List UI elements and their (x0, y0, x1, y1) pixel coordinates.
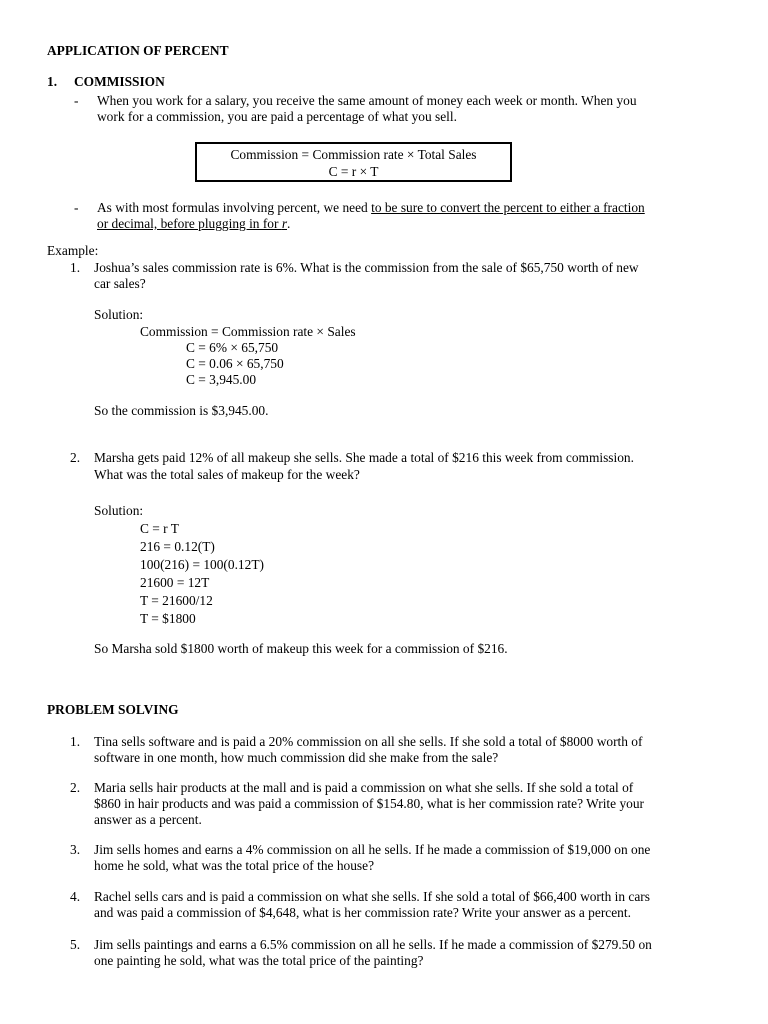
solution-step: 216 = 0.12(T) (140, 539, 215, 554)
formula-box (195, 142, 512, 182)
example-label: Example: (47, 243, 99, 258)
note-period: . (287, 216, 291, 231)
solution-step: C = 0.06 × 65,750 (186, 356, 284, 371)
note-variable: r (281, 216, 288, 231)
example-number: 1. (70, 260, 81, 275)
solution-step: C = r T (140, 521, 179, 536)
solution-label: Solution: (94, 503, 144, 518)
solution-step: Commission = Commission rate × Sales (140, 324, 356, 339)
example-1-line-2: car sales? (94, 276, 146, 291)
problem-line: software in one month, how much commission did she make from the sale? (94, 750, 499, 765)
example-1-line-1: Joshua’s sales commission rate is 6%. What is the commission from the sale of $65,750 worth of new (94, 260, 639, 275)
document-title: APPLICATION OF PERCENT (47, 43, 229, 58)
example-conclusion: So Marsha sold $1800 worth of makeup this week for a commission of $216. (94, 641, 508, 656)
problem-line: Jim sells homes and earns a 4% commission on all he sells. If he made a commission of $19,000 on one (94, 842, 651, 857)
example-2-line-2: What was the total sales of makeup for the week? (94, 467, 360, 482)
section-heading: COMMISSION (74, 74, 165, 89)
note-underlined-text: or decimal, before plugging in for (97, 216, 282, 231)
intro-line-1: When you work for a salary, you receive the same amount of money each week or month. When you (97, 93, 637, 108)
problem-line: Tina sells software and is paid a 20% commission on all she sells. If she sold a total of $8000 worth of (94, 734, 643, 749)
problem-line: answer as a percent. (94, 812, 202, 827)
note-underlined-text: to be sure to convert the percent to either a fraction (371, 200, 645, 215)
formula-line-2: C = r × T (328, 164, 379, 179)
note-line-2 (97, 216, 290, 232)
solution-step: C = 6% × 65,750 (186, 340, 279, 355)
example-number: 2. (70, 450, 81, 465)
solution-step: T = 21600/12 (140, 593, 213, 608)
problem-line: Maria sells hair products at the mall and is paid a commission on what she sells. If she sold a total of (94, 780, 634, 795)
problem-line: home he sold, what was the total price of the house? (94, 858, 375, 873)
section-number: 1. (47, 74, 58, 89)
solution-label: Solution: (94, 307, 144, 322)
solution-step: 21600 = 12T (140, 575, 210, 590)
problem-line: $860 in hair products and was paid a commission of $154.80, what is her commission rate? Write your (94, 796, 644, 811)
solution-step: T = $1800 (140, 611, 196, 626)
problem-line: Jim sells paintings and earns a 6.5% commission on all he sells. If he made a commission of $279.50 on (94, 937, 652, 952)
example-conclusion: So the commission is $3,945.00. (94, 403, 269, 418)
problem-number: 4. (70, 889, 81, 904)
problem-number: 2. (70, 780, 81, 795)
bullet-dash: - (74, 200, 79, 215)
example-2-line-1: Marsha gets paid 12% of all makeup she sells. She made a total of $216 this week from commission. (94, 450, 634, 465)
problem-solving-heading: PROBLEM SOLVING (47, 702, 179, 717)
bullet-dash: - (74, 93, 79, 108)
problem-number: 1. (70, 734, 81, 749)
problem-number: 5. (70, 937, 81, 952)
problem-line: Rachel sells cars and is paid a commission on what she sells. If she sold a total of $66,400 worth in cars (94, 889, 650, 904)
solution-step: 100(216) = 100(0.12T) (140, 557, 264, 572)
intro-line-2: work for a commission, you are paid a percentage of what you sell. (97, 109, 457, 124)
problem-line: one painting he sold, what was the total price of the painting? (94, 953, 424, 968)
solution-step: C = 3,945.00 (186, 372, 257, 387)
problem-line: and was paid a commission of $4,648, what is her commission rate? Write your answer as a percent. (94, 905, 631, 920)
note-line-1 (97, 200, 721, 216)
note-plain-text: As with most formulas involving percent, we need (97, 200, 372, 215)
formula-line-1: Commission = Commission rate × Total Sales (230, 147, 477, 162)
problem-number: 3. (70, 842, 81, 857)
